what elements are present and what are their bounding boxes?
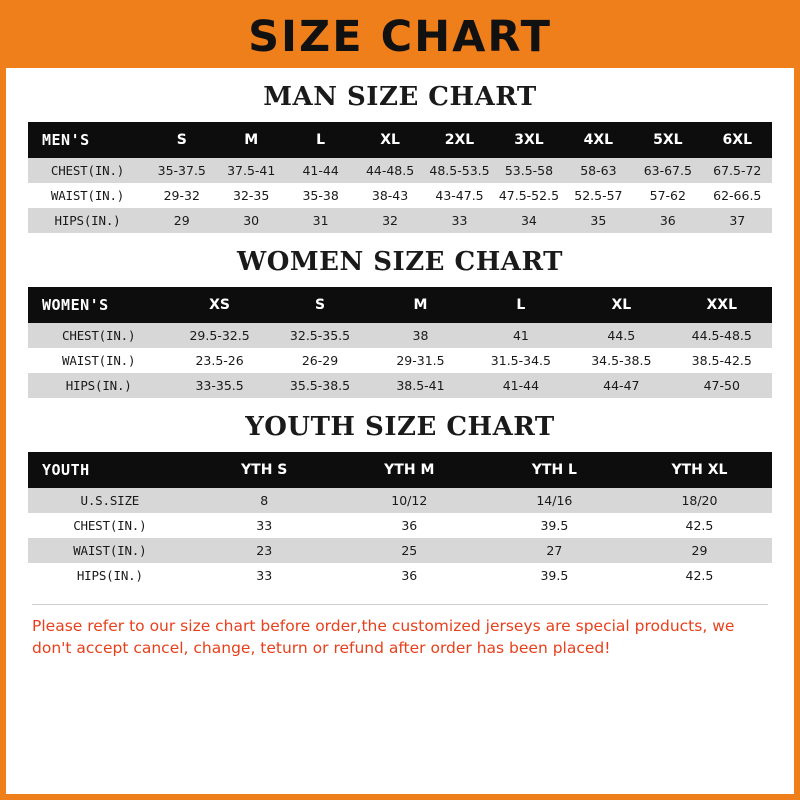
table-cell: 67.5-72: [713, 163, 762, 178]
table-cell: 29-32: [163, 188, 200, 203]
page-title: SIZE CHART: [248, 11, 552, 62]
table-cell: 26-29: [301, 353, 339, 368]
table-body: [28, 323, 772, 398]
table-head: [28, 452, 772, 488]
row-label: HIPS(IN.): [65, 378, 132, 393]
row-label: HIPS(IN.): [54, 213, 121, 228]
table-cell: 33: [256, 568, 273, 583]
table-cell: 36: [659, 213, 676, 228]
row-label: WAIST(IN.): [62, 353, 136, 368]
row-label: HIPS(IN.): [76, 568, 143, 583]
table-cell: 38.5-42.5: [691, 353, 752, 368]
table-cell: 8: [260, 493, 269, 508]
row-label: WAIST(IN.): [50, 188, 125, 203]
table-cell: 35-38: [302, 188, 339, 203]
table-cell: 39.5: [540, 518, 569, 533]
table-cell: 36: [401, 518, 418, 533]
table-row: [28, 373, 772, 398]
section-title-women: WOMEN SIZE CHART: [237, 247, 563, 277]
table-cell: 52.5-57: [574, 188, 623, 203]
table-cell: 44-47: [603, 378, 640, 393]
table-head: [28, 122, 772, 158]
order-policy-note: Please refer to our size chart before order,the customized jerseys are special products, we don't accept cancel, change, teturn or refund after order has been placed!: [32, 604, 768, 660]
table-cell: 62-66.5: [713, 188, 762, 203]
table-corner-label: WOMEN'S: [28, 287, 169, 323]
table-row: [28, 183, 772, 208]
column-header: M: [216, 122, 285, 158]
column-header: XL: [571, 287, 671, 323]
section-title-youth: YOUTH SIZE CHART: [245, 412, 555, 442]
table-cell: 25: [401, 543, 418, 558]
row-label: CHEST(IN.): [62, 328, 136, 343]
section-man: [28, 82, 772, 233]
table-cell: 44.5-48.5: [691, 328, 752, 343]
column-header: YTH S: [192, 452, 337, 488]
table-cell: 31: [312, 213, 329, 228]
table-man-sizes: [28, 122, 772, 233]
table-women-sizes: [28, 287, 772, 398]
row-label: CHEST(IN.): [73, 518, 147, 533]
table-cell: 47-50: [703, 378, 740, 393]
section-title-man: MAN SIZE CHART: [263, 82, 537, 112]
table-row: [28, 323, 772, 348]
table-header-row: [28, 287, 772, 323]
page-banner: [6, 6, 794, 68]
table-cell: 33: [451, 213, 468, 228]
table-cell: 29: [691, 543, 708, 558]
table-body: [28, 488, 772, 588]
table-cell: 42.5: [685, 518, 714, 533]
table-cell: 41: [512, 328, 529, 343]
table-cell: 44.5: [607, 328, 636, 343]
table-cell: 63-67.5: [643, 163, 692, 178]
table-cell: 35: [590, 213, 607, 228]
table-cell: 57-62: [649, 188, 686, 203]
table-cell: 42.5: [685, 568, 714, 583]
column-header: YTH M: [337, 452, 482, 488]
table-row: [28, 348, 772, 373]
table-row: [28, 513, 772, 538]
table-head: [28, 287, 772, 323]
table-cell: 53.5-58: [504, 163, 554, 178]
table-row: [28, 488, 772, 513]
table-cell: 58-63: [580, 163, 617, 178]
row-label: CHEST(IN.): [50, 163, 125, 178]
table-cell: 29-31.5: [396, 353, 445, 368]
table-row: [28, 208, 772, 233]
row-label: U.S.SIZE: [80, 493, 140, 508]
table-cell: 27: [546, 543, 563, 558]
table-corner-label: YOUTH: [28, 452, 192, 488]
table-cell: 41-44: [302, 163, 339, 178]
table-header-row: [28, 122, 772, 158]
table-cell: 32-35: [233, 188, 270, 203]
section-women: [28, 247, 772, 398]
column-header: M: [370, 287, 470, 323]
table-cell: 38: [412, 328, 429, 343]
section-youth: [28, 412, 772, 588]
column-header: XXL: [672, 287, 772, 323]
column-header: YTH L: [482, 452, 627, 488]
table-cell: 30: [243, 213, 260, 228]
table-cell: 32.5-35.5: [289, 328, 351, 343]
column-header: 2XL: [425, 122, 494, 158]
table-row: [28, 538, 772, 563]
table-cell: 34: [520, 213, 537, 228]
column-header: XS: [169, 287, 269, 323]
table-cell: 37.5-41: [227, 163, 276, 178]
table-cell: 48.5-53.5: [429, 163, 490, 178]
table-corner-label: MEN'S: [28, 122, 147, 158]
table-cell: 38.5-41: [396, 378, 445, 393]
table-cell: 29.5-32.5: [189, 328, 250, 343]
table-cell: 37: [729, 213, 746, 228]
table-cell: 23.5-26: [195, 353, 244, 368]
table-cell: 34.5-38.5: [591, 353, 652, 368]
column-header: XL: [355, 122, 424, 158]
table-cell: 44-48.5: [365, 163, 415, 178]
table-youth-sizes: [28, 452, 772, 588]
table-cell: 31.5-34.5: [490, 353, 551, 368]
table-cell: 10/12: [391, 493, 428, 508]
table-row: [28, 158, 772, 183]
table-cell: 41-44: [502, 378, 540, 393]
table-cell: 33-35.5: [195, 378, 244, 393]
table-body: [28, 158, 772, 233]
table-cell: 43-47.5: [435, 188, 484, 203]
content-area: [6, 82, 794, 660]
table-cell: 23: [256, 543, 273, 558]
column-header: 5XL: [633, 122, 702, 158]
row-label: WAIST(IN.): [73, 543, 147, 558]
column-header: S: [270, 287, 370, 323]
table-cell: 36: [401, 568, 418, 583]
table-cell: 14/16: [536, 493, 573, 508]
table-header-row: [28, 452, 772, 488]
column-header: L: [286, 122, 355, 158]
table-row: [28, 563, 772, 588]
column-header: 6XL: [703, 122, 772, 158]
table-cell: 33: [256, 518, 273, 533]
column-header: S: [147, 122, 216, 158]
table-cell: 18/20: [681, 493, 718, 508]
table-cell: 38-43: [371, 188, 409, 203]
column-header: 3XL: [494, 122, 563, 158]
table-cell: 47.5-52.5: [498, 188, 560, 203]
table-cell: 29: [173, 213, 190, 228]
column-header: YTH XL: [627, 452, 772, 488]
table-cell: 32: [382, 213, 399, 228]
table-cell: 35.5-38.5: [289, 378, 351, 393]
column-header: L: [471, 287, 571, 323]
column-header: 4XL: [564, 122, 633, 158]
table-cell: 35-37.5: [157, 163, 206, 178]
table-cell: 39.5: [540, 568, 569, 583]
